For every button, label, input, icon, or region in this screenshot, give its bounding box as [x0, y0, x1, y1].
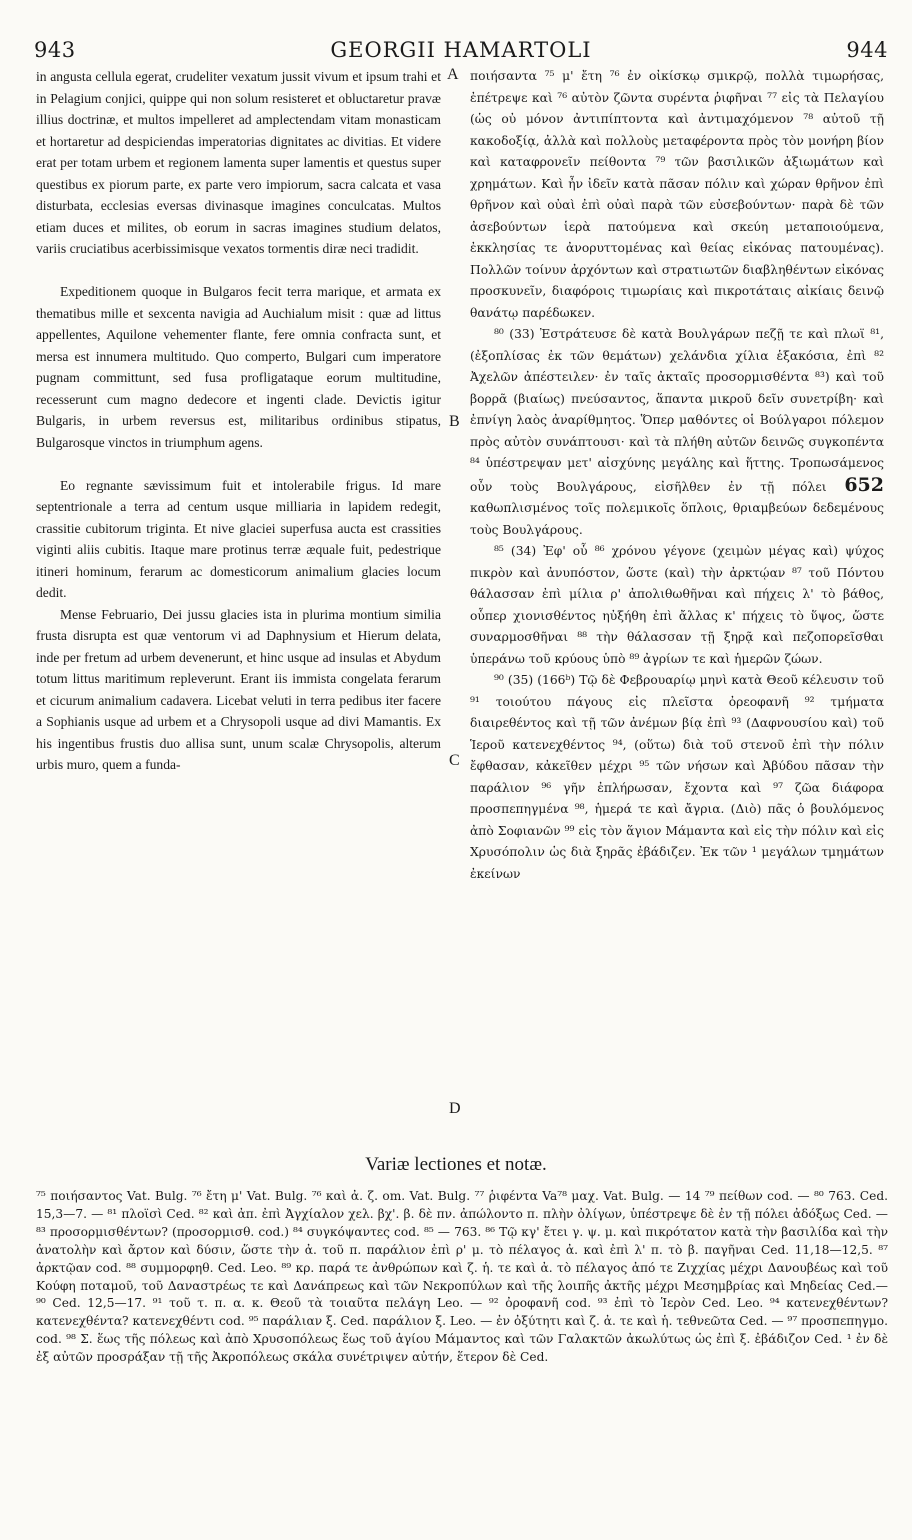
running-title: GEORGII HAMARTOLI [330, 38, 592, 62]
latin-paragraph-1: in angusta cellula egerat, crudeliter vexatum jussit vivum et ipsum trahi et in Pelagium conjici, quippe qui non solum resisteret et obluctaretur pravæ illius doctrinæ, et multos impelleret ad amplectendam vitam monasticam et hortaretur ad despiciendas imperatorias dignitates ac divitias. Et videre erat per totam urbem et regionem lamenta super lamentis et questus super questibus ex piorum parte, ex parte vero impiorum, sacra calcata et vasa disturbata, ecclesias eversas divinasque imagines conculcatas. Multos etiam duces et milites, ob eorum in sacras imagines studium delatos, variis cruciatibus acerbissimisque vexatos tormentis diræ neci tradidit. [36, 69, 441, 256]
greek-paragraph-2-end: καθωπλισμένος τοῖς πολεμικοῖς ὅπλοις, θριαμβεύων δεδεμένους τοὺς Βουλγάρους. [470, 501, 884, 537]
section-marker-c: C [449, 752, 460, 769]
greek-paragraph-2-text: ⁸⁰ (33) Ἐστράτευσε δὲ κατὰ Βουλγάρων πεζῇ τε καὶ πλωϊ ⁸¹, (ἐξοπλίσας ἐκ τῶν θεμάτων) χελάνδια χίλια ἑξακόσια, ἐπὶ ⁸² Ἀχελῶν ἀπέστειλεν· ἐν ταῖς ἀκταῖς προσορμισθέντα ⁸³) καὶ τοῦ βορρᾶ (βιαίως) πνεύσαντος, ἅπαντα μικροῦ δεῖν συνετρίβη· καὶ ἐπνίγη λαὸς ἀναρίθμητος. Ὅπερ μαθόντες οἱ Βούλγαροι πόλεμον πρὸς αὐτὸν συνάπτουσι· καὶ τὰ πλήθη αὐτῶν δεινῶς συγκοπέντα ⁸⁴ ὑπέστρεψαν μετ' αἰσχύνης μεγάλης καὶ ἥττης. Τροπωσάμενος οὖν τοὺς Βουλγάρους, εἰσῆλθεν ἐν τῇ πόλει [470, 327, 884, 494]
column-number: 652 [844, 473, 884, 496]
notes-text: ⁷⁵ ποιήσαντος Vat. Bulg. ⁷⁶ ἔτη μ' Vat. Bulg. ⁷⁶ καὶ ἀ. ζ. om. Vat. Bulg. ⁷⁷ ῥιφέντα Va⁷⁸ μαχ. Vat. Bulg. — 14 ⁷⁹ πείθων cod. — ⁸⁰ 763. Ced. 15,3—7. — ⁸¹ πλοϊσὶ Ced. ⁸² καὶ ἀπ. ἐπὶ Ἀγχίαλον χελ. βχ'. β. δὲ πν. ἀπώλοντο π. πλὴν ὀλίγων, ὑπέστρεψε δὲ ἐν τῇ πόλει ἀδόξως Ced. — ⁸³ προσορμισθέντων? (προσορμισθ. cod.) ⁸⁴ συγκόψαντες cod. ⁸⁵ — 763. ⁸⁶ Τῷ κγ' ἔτει γ. ψ. μ. καὶ πικρότατον κατὰ τὴν βασιλίδα καὶ τὴν ἀνατολὴν καὶ ἄρτον καὶ δύσιν, ὥστε τὴν ἀ. τοῦ π. παράλιον ἐπὶ ρ' μ. τὸ πέλαγος ἀ. καὶ ἐπὶ λ' π. τὸ β. παγῆναι Ced. 11,18—12,5. ⁸⁷ ἀρκτῷαν cod. ⁸⁸ συμμορφηθ. Ced. Leo. ⁸⁹ κρ. παρά τε ἀνθρώπων καὶ ζ. ἡ. τε καὶ ἀ. τὸ πέλαγος ἀπό τε Ζιχχίας μέχρι Δανουβέως καὶ τοῦ Κούφη ποταμοῦ, τοῦ Δαναστρέως τε καὶ Δανάπρεως καὶ τῶν Νεκροπύλων καὶ τῆς λοιπῆς ἀκτῆς μέχρι Μεσημβρίας καὶ Μηδείας Ced.— ⁹⁰ Ced. 12,5—17. ⁹¹ τοῦ τ. π. α. κ. Θεοῦ τὰ τοιαῦτα πελάγη Leo. — ⁹² ὀροφανῆ cod. ⁹³ ἐπὶ τὸ Ἱερὸν Ced. Leo. ⁹⁴ κατενεχθέντων? κατενεχθέντα? κατενεχθέντι cod. ⁹⁵ παράλιαν ξ. Ced. παράλιον ξ. Leo. — ἐν ὀξύτητι καὶ ζ. ἀ. τε καὶ ἡ. τεθνεῶτα Ced. — ⁹⁷ προσπεπηγμο. cod. ⁹⁸ Σ. ἕως τῆς πόλεως καὶ ἀπὸ Χρυσοπόλεως ἕως τοῦ ἁγίου Μάμαντος καὶ τῶν Γαλακτῶν ἀκωλύτως ὡς ἐπὶ ξ. ἐβάδιζον Ced. ¹ ἐν δὲ ἐξ αὐτῶν προσράξαν τῇ τῆς Ἀκροπόλεως σκάλα συνέτριψεν αὐτήν, ἕτερον δὲ Ced. [36, 1189, 888, 1365]
section-marker-a: A [447, 66, 459, 83]
greek-paragraph-1: ποιήσαντα ⁷⁵ μ' ἔτη ⁷⁶ ἐν οἰκίσκῳ σμικρῷ, πολλὰ τιμωρήσας, ἐπέτρεψε καὶ ⁷⁶ αὐτὸν ζῶντα συρέντα ῥιφῆναι ⁷⁷ εἰς τὰ Πελαγίου (ὡς οὐ μόνον ἀντιπίπτοντα καὶ ἀντιμαχόμενον ⁷⁸ αὐτοῦ τῇ κακοδοξίᾳ, ἀλλὰ καὶ πολλοὺς μεταφέροντα πρὸς τὸν μονήρη βίον καὶ καταφρονεῖν πείθοντα ⁷⁹ τῶν βασιλικῶν ἀξιωμάτων καὶ χρημάτων. Καὶ ἦν ἰδεῖν κατὰ πᾶσαν πόλιν καὶ χώραν θρῆνον ἐπὶ θρῆνον καὶ οὐαὶ ἐπὶ οὐαὶ παρὰ τῶν εὐσεβούντων· παρὰ δὲ τῶν ἀσεβούντων ἱερὰ πατούμενα καὶ σκεύη μεταποιούμενα, ἐκκλησίας τε ἀνορυττομένας καὶ θείας εἰκόνας πατουμένας). Πολλῶν τοίνυν ἀρχόντων καὶ στρατιωτῶν διαβληθέντων εἰκόνας προσκυνεῖν, διαφόροις τιμωρίαις καὶ πικροτάταις αἰκίαις δεινῷ θανάτῳ παρέδωκεν. [470, 69, 884, 320]
notes-heading: Variæ lectiones et notæ. [365, 1154, 547, 1175]
page-header [34, 38, 888, 66]
greek-paragraph-3: ⁸⁵ (34) Ἐφ' οὗ ⁸⁶ χρόνου γέγονε (χειμὼν μέγας καὶ) ψύχος πικρὸν καὶ ἀνυπόστον, ὥστε (καὶ) τὴν ἀρκτῴαν ⁸⁷ τοῦ Πόντου θάλασσαν ἐπὶ μίλια ρ' ἀπολιθωθῆναι καὶ πήχεις λ' τὸ βάθος, οὗπερ χιονισθέντος ηὐξήθη ἐπὶ ἄλλας κ' πήχεις τὸ ὕψος, ὥστε συναρμοσθῆναι ⁸⁸ τὴν θάλασσαν τῇ ξηρᾷ καὶ πεζοπορεῖσθαι ὑπεράνω τοῦ κρύους ὑπὸ ⁸⁹ ἀγρίων τε καὶ ἡμερῶν ζώων. [470, 544, 884, 666]
notes-block [36, 1188, 888, 1367]
latin-paragraph-4: Mense Februario, Dei jussu glacies ista in plurima montium similia frusta disrupta est quæ ventorum vi ad Daphnysium et Hierum delata, inde per fretum ad urbem devenerunt, et hinc usque ad insulas et Abydum totum littus maritimum repleverunt. Erant iis immista congelata ferarum et cicurum animalium cadavera. Licebat veluti in terra pedibus iter facere a Sophianis usque ad urbem et a Chrysopoli usque ad divi Mamantis. Ex his ingentibus frustis duo allisa sunt, unum scalæ Chrysopolis, alterum urbis muro, quem a funda- [36, 606, 441, 772]
page-number-left: 943 [34, 38, 76, 62]
section-marker-d: D [449, 1100, 461, 1117]
latin-paragraph-3: Eo regnante sævissimum fuit et intolerabile frigus. Id mare septentrionale a terra ad centum usque milliaria in lapidem redegit, crassitie cubitorum triginta. Et nive glaciei superfusa aucta est crassities viginti aliis cubitis. Itaque mare protinus terræ æquale fuit, pedestrique itineri hominum, ferarum ac domesticorum animalium glacies locum dedit. [36, 477, 441, 600]
greek-column [470, 66, 884, 885]
section-marker-b: B [449, 413, 460, 430]
page-number-right: 944 [846, 38, 888, 62]
greek-paragraph-2 [470, 324, 884, 541]
greek-paragraph-4: ⁹⁰ (35) (166ᵇ) Τῷ δὲ Φεβρουαρίῳ μηνὶ κατὰ Θεοῦ κέλευσιν τοῦ ⁹¹ τοιούτου πάγους εἰς πλεῖστα ὀρεοφανῆ ⁹² τμήματα διαιρεθέντος καὶ τῇ τῶν ἀνέμων βίᾳ ἐπὶ ⁹³ (Δαφνουσίου καὶ) τοῦ Ἱεροῦ κατενεχθέντος ⁹⁴, (οὕτω) διὰ τοῦ στενοῦ ἐπὶ τὴν πόλιν ἔφθασαν, κἀκεῖθεν μέχρι ⁹⁵ τῶν νήσων καὶ Ἀβύδου πᾶσαν τὴν παράλιον ⁹⁶ γῆν ἐπλήρωσαν, ἔχοντα καὶ ⁹⁷ ζῶα διάφορα προσπεπηγμένα ⁹⁸, ἡμερά τε καὶ ἄγρια. (Διὸ) πᾶς ὁ βουλόμενος ἀπὸ Σοφιανῶν ⁹⁹ εἰς τὸν ἅγιον Μάμαντα καὶ εἰς τὴν πόλιν καὶ εἰς Χρυσόπολιν ὡς διὰ ξηρᾶς ἐβάδιζεν. Ἐκ τῶν ¹ μεγάλων τμημάτων ἐκείνων [470, 673, 884, 881]
latin-column [36, 66, 441, 776]
latin-paragraph-2: Expeditionem quoque in Bulgaros fecit terra marique, et armata ex thematibus mille et sexcenta navigia ad Auchialum misit : quæ ad littus appellentes, Aquilone vehementer flante, fere omnia confracta sunt, et mersa est innumera multitudo. Quo comperto, Bulgari cum imperatore pugnam committunt, sed fusa profligataque eorum multitudine, recesserunt cum magno dedecore et ingenti clade. Devictis igitur Bulgaris, in urbem reversus est, militaribus ordinibus stipatus, Bulgarosque vinctos in triumphum agens. [36, 284, 441, 450]
